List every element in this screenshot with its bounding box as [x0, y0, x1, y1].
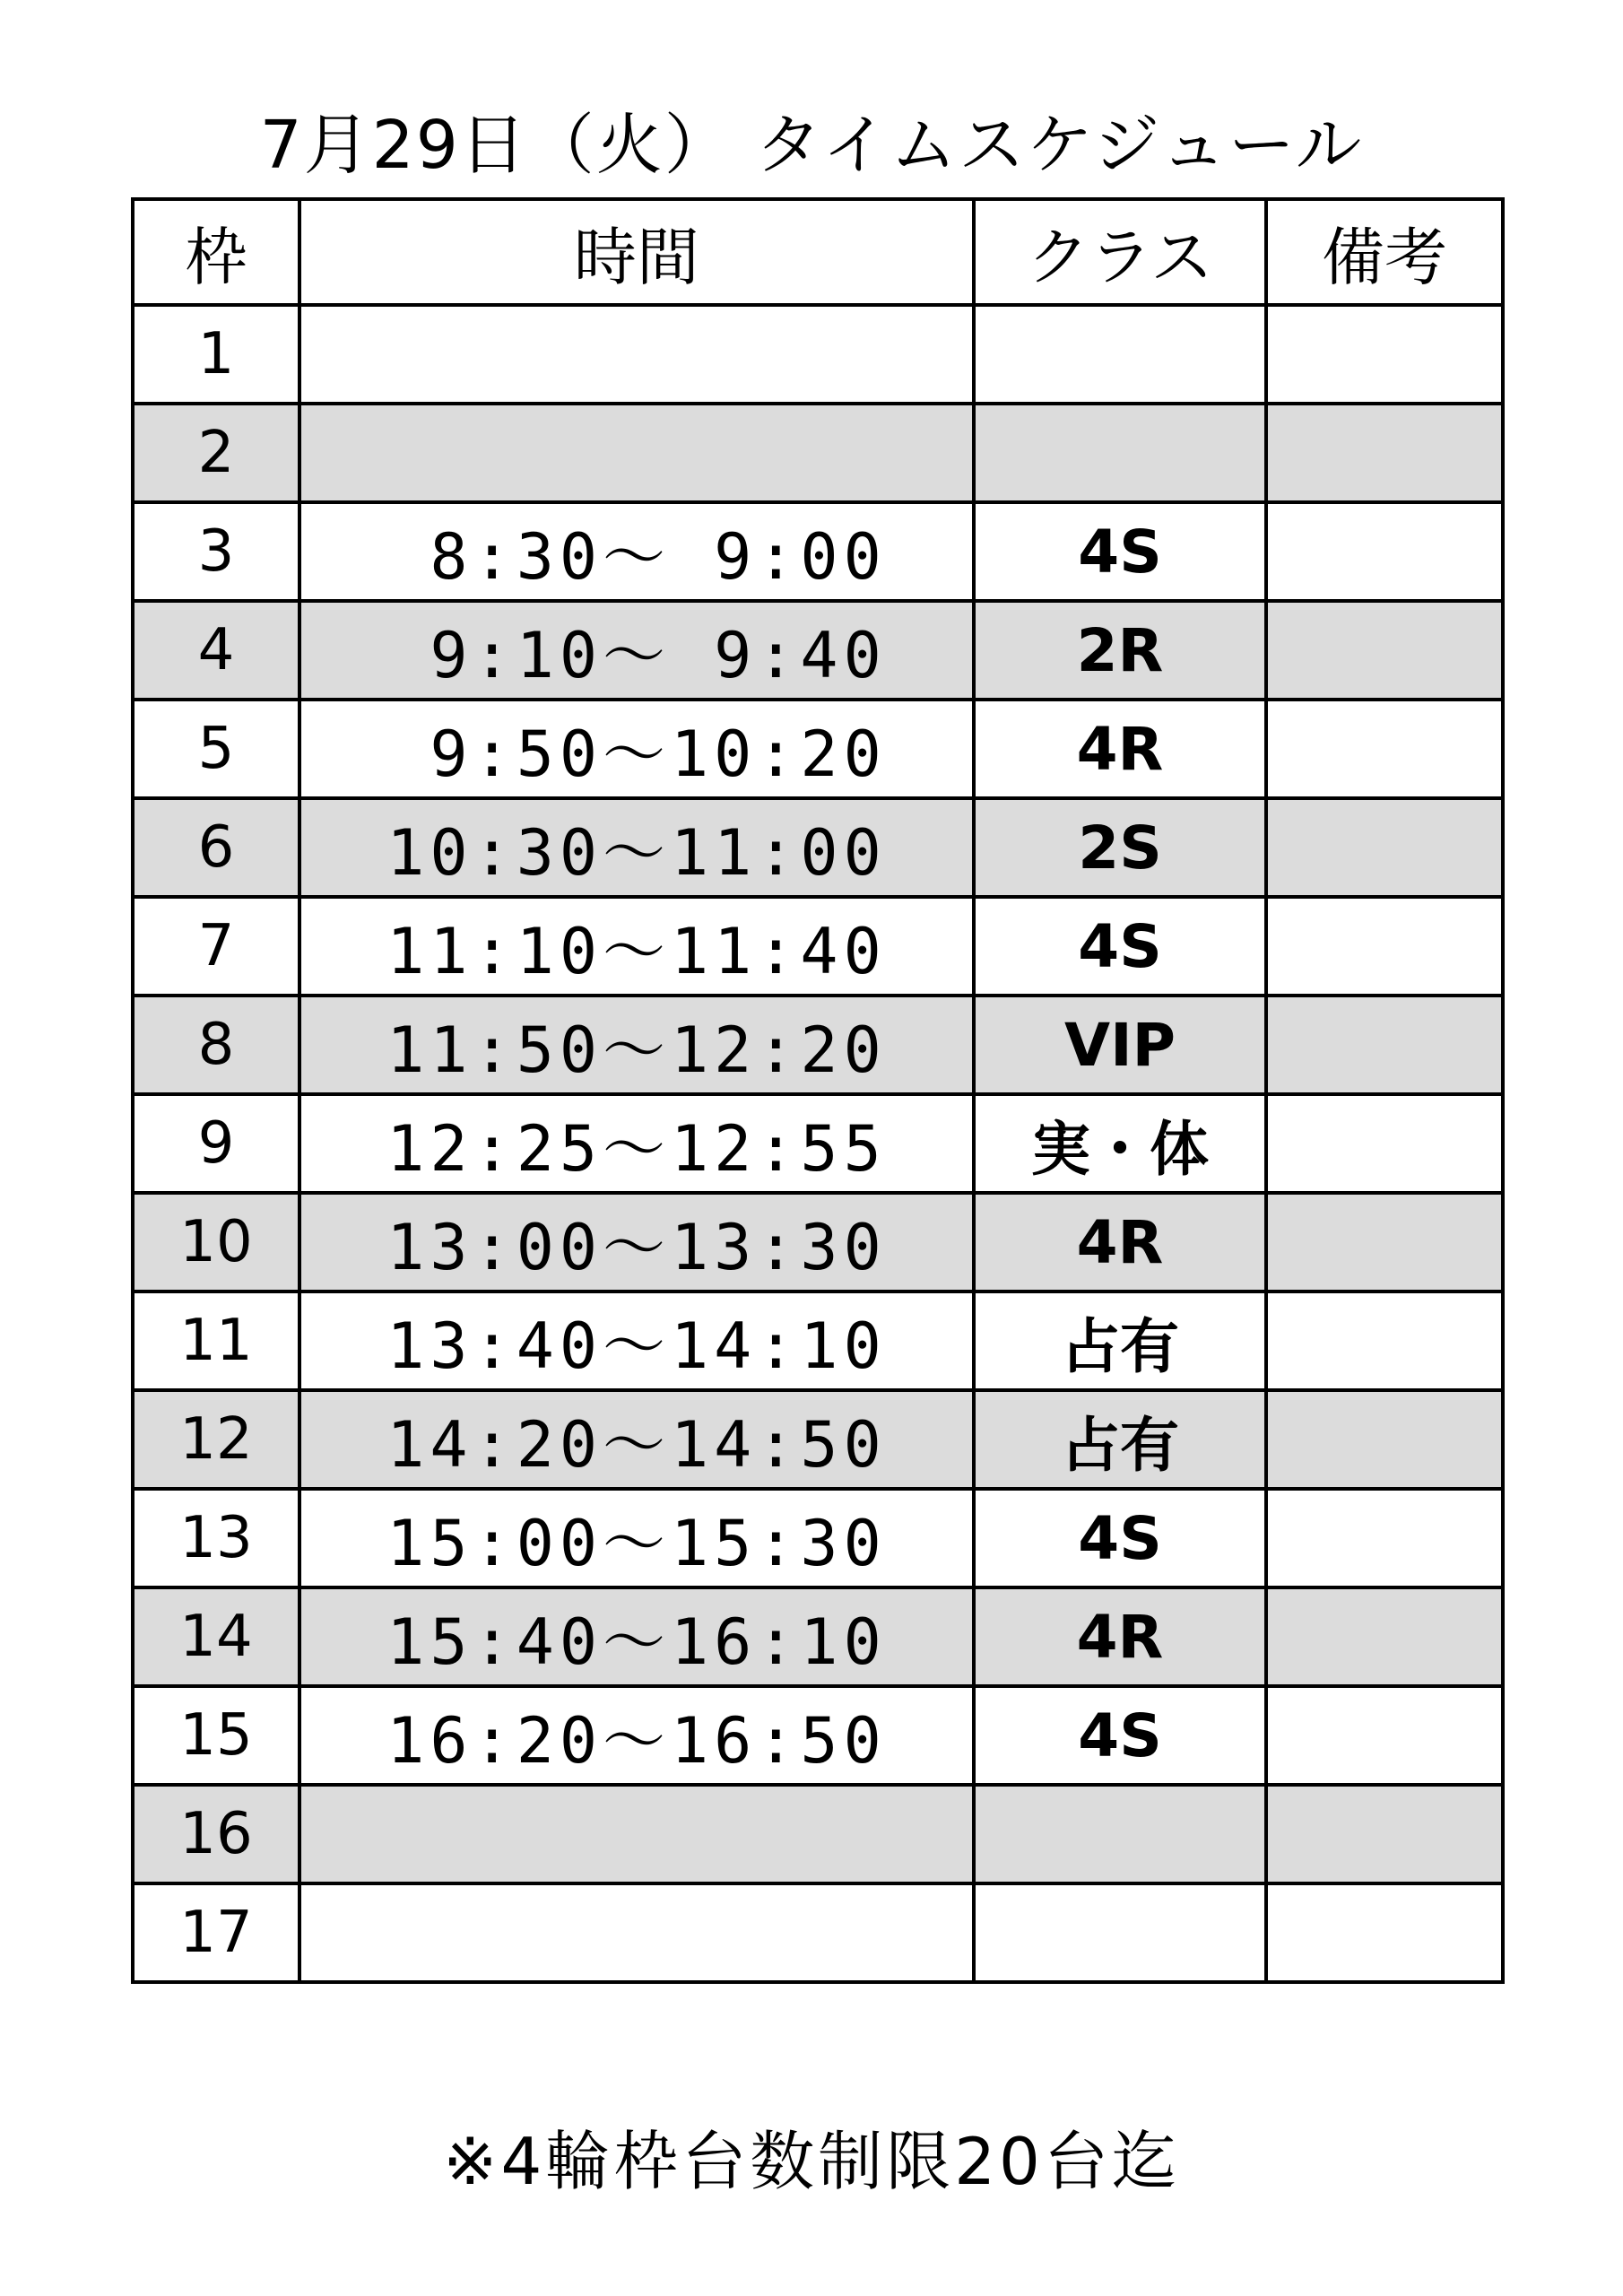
slot-cell: 9: [133, 1094, 299, 1193]
note-cell: [1266, 798, 1503, 897]
table-row: [133, 1390, 1503, 1489]
note-cell: [1266, 700, 1503, 798]
time-cell: 14:20〜14:50: [299, 1390, 974, 1489]
class-cell: 2R: [974, 601, 1266, 700]
time-cell: [299, 1883, 974, 1982]
table-body: [133, 305, 1503, 1982]
slot-cell: 14: [133, 1587, 299, 1686]
note-cell: [1266, 897, 1503, 996]
class-cell: 4S: [974, 1686, 1266, 1785]
header-note: 備考: [1266, 199, 1503, 305]
time-cell: 15:00〜15:30: [299, 1489, 974, 1587]
table-row: [133, 798, 1503, 897]
note-cell: [1266, 1390, 1503, 1489]
class-cell: 4S: [974, 502, 1266, 601]
class-cell: [974, 404, 1266, 502]
table-row: [133, 502, 1503, 601]
time-cell: 9:50〜10:20: [299, 700, 974, 798]
header-class: クラス: [974, 199, 1266, 305]
time-cell: 15:40〜16:10: [299, 1587, 974, 1686]
class-cell: VIP: [974, 996, 1266, 1094]
table-row: [133, 601, 1503, 700]
class-cell: 2S: [974, 798, 1266, 897]
slot-cell: 13: [133, 1489, 299, 1587]
header-slot: 枠: [133, 199, 299, 305]
slot-cell: 3: [133, 502, 299, 601]
schedule-table: [131, 197, 1505, 1984]
class-cell: [974, 305, 1266, 404]
slot-cell: 17: [133, 1883, 299, 1982]
slot-cell: 4: [133, 601, 299, 700]
note-cell: [1266, 1587, 1503, 1686]
note-cell: [1266, 1686, 1503, 1785]
table-row: [133, 305, 1503, 404]
table-row: [133, 1587, 1503, 1686]
header-time: 時間: [299, 199, 974, 305]
time-cell: 11:50〜12:20: [299, 996, 974, 1094]
class-cell: 4S: [974, 1489, 1266, 1587]
table-header-row: [133, 199, 1503, 305]
note-cell: [1266, 1094, 1503, 1193]
class-cell: 実・体: [974, 1094, 1266, 1193]
table-row: [133, 897, 1503, 996]
time-cell: [299, 1785, 974, 1883]
slot-cell: 10: [133, 1193, 299, 1292]
slot-cell: 5: [133, 700, 299, 798]
slot-cell: 15: [133, 1686, 299, 1785]
slot-cell: 8: [133, 996, 299, 1094]
slot-cell: 12: [133, 1390, 299, 1489]
class-cell: 4S: [974, 897, 1266, 996]
slot-cell: 16: [133, 1785, 299, 1883]
footnote: ※4輪枠台数制限20台迄: [443, 2124, 1180, 2199]
note-cell: [1266, 601, 1503, 700]
class-cell: [974, 1785, 1266, 1883]
time-cell: 13:40〜14:10: [299, 1292, 974, 1390]
slot-cell: 1: [133, 305, 299, 404]
class-cell: 4R: [974, 1587, 1266, 1686]
class-cell: 占有: [974, 1390, 1266, 1489]
class-cell: 占有: [974, 1292, 1266, 1390]
class-cell: 4R: [974, 700, 1266, 798]
time-cell: 12:25〜12:55: [299, 1094, 974, 1193]
table-row: [133, 1094, 1503, 1193]
table-row: [133, 1292, 1503, 1390]
class-cell: [974, 1883, 1266, 1982]
note-cell: [1266, 1883, 1503, 1982]
table-row: [133, 1785, 1503, 1883]
slot-cell: 7: [133, 897, 299, 996]
note-cell: [1266, 1292, 1503, 1390]
note-cell: [1266, 1193, 1503, 1292]
time-cell: [299, 305, 974, 404]
time-cell: [299, 404, 974, 502]
table-row: [133, 700, 1503, 798]
table-row: [133, 1489, 1503, 1587]
note-cell: [1266, 1785, 1503, 1883]
time-cell: 16:20〜16:50: [299, 1686, 974, 1785]
time-cell: 8:30〜 9:00: [299, 502, 974, 601]
class-cell: 4R: [974, 1193, 1266, 1292]
note-cell: [1266, 1489, 1503, 1587]
note-cell: [1266, 996, 1503, 1094]
note-cell: [1266, 305, 1503, 404]
note-cell: [1266, 404, 1503, 502]
table-row: [133, 1686, 1503, 1785]
table-row: [133, 1883, 1503, 1982]
slot-cell: 6: [133, 798, 299, 897]
time-cell: 11:10〜11:40: [299, 897, 974, 996]
table-row: [133, 996, 1503, 1094]
table-row: [133, 404, 1503, 502]
time-cell: 10:30〜11:00: [299, 798, 974, 897]
table-row: [133, 1193, 1503, 1292]
page-title: 7月29日（火） タイムスケジュール: [259, 107, 1364, 184]
time-cell: 13:00〜13:30: [299, 1193, 974, 1292]
time-cell: 9:10〜 9:40: [299, 601, 974, 700]
slot-cell: 11: [133, 1292, 299, 1390]
note-cell: [1266, 502, 1503, 601]
slot-cell: 2: [133, 404, 299, 502]
